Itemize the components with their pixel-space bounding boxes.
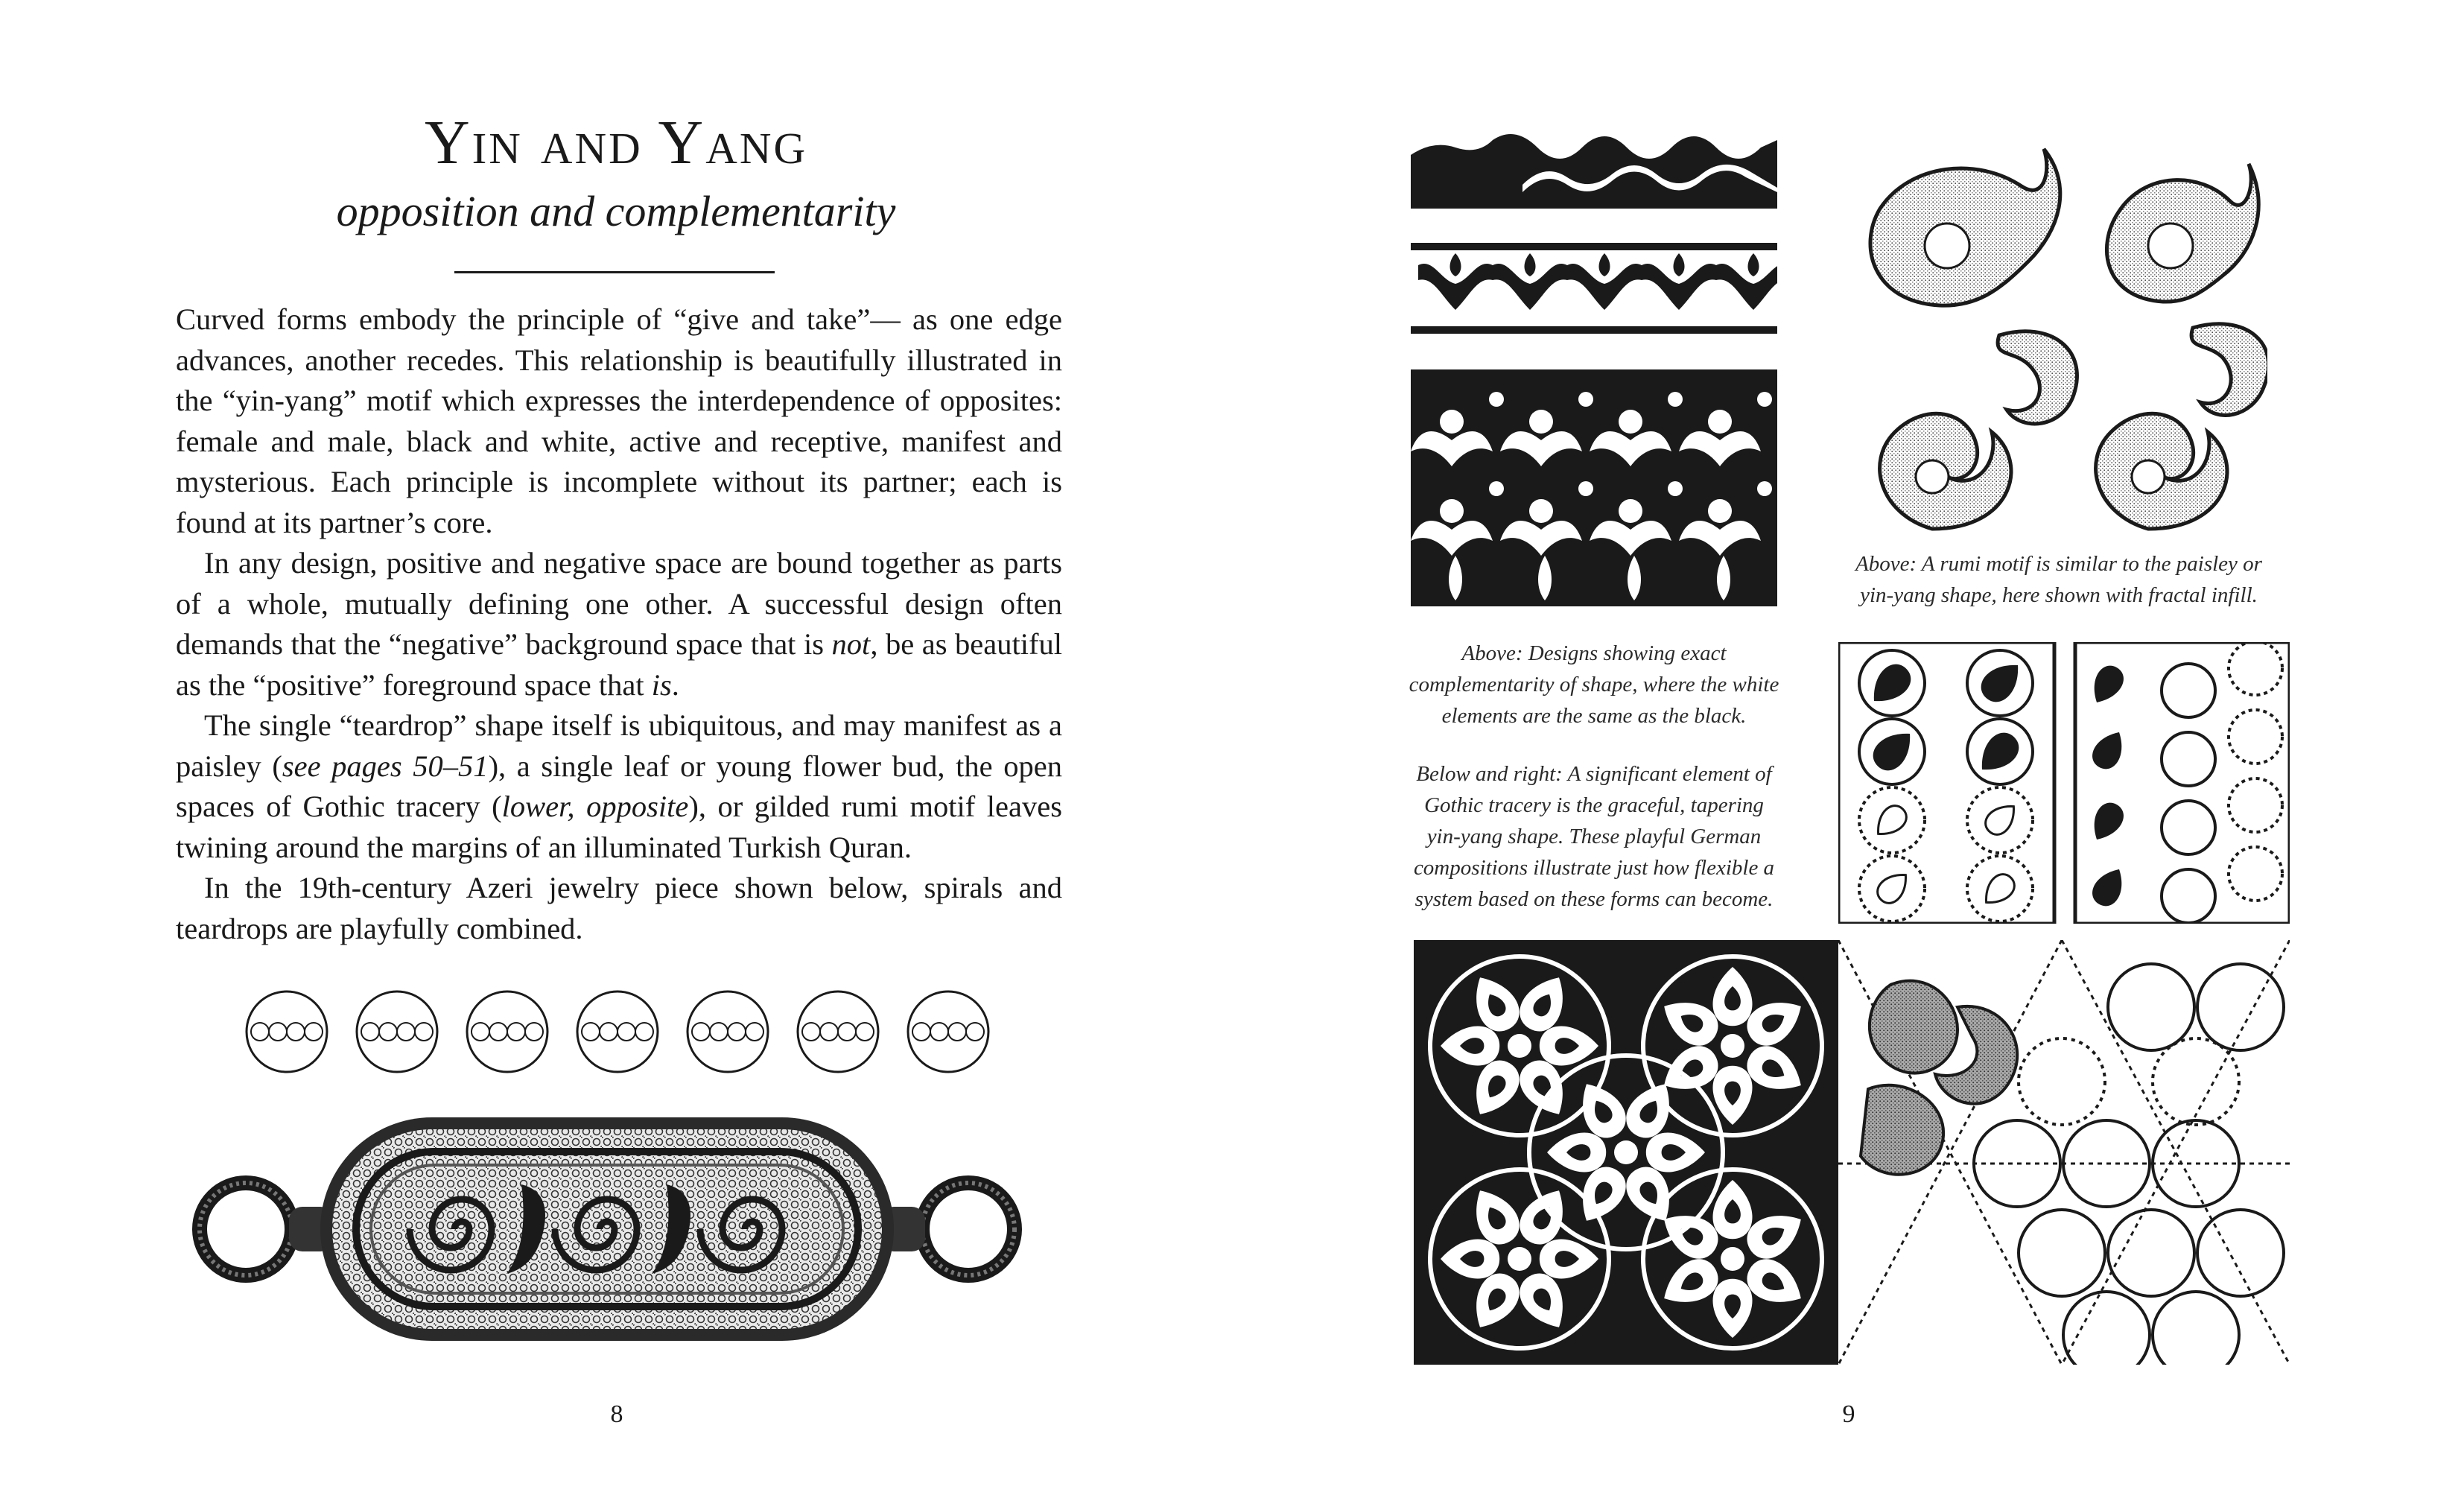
yin-yang-sequence-illustration <box>238 983 998 1080</box>
azeri-jewelry-piece-icon <box>164 1095 1058 1371</box>
lily-border-icon <box>1411 243 1777 334</box>
body-italic-run: see pages 50–51 <box>282 749 489 783</box>
body-run: Curved forms embody the principle of “give and take”— as one edge advances, another recedes. This relationship is beautifully illustrated in the “yin-yang” motif which expresses the interdependence of opposites: female and male, black and white, active and receptive, manifest and mysterious. Each principle is incomplete without its partner; each is found at its partner’s core. <box>176 302 1062 539</box>
body-italic-run: lower, opposite <box>501 790 689 823</box>
body-text <box>176 299 1062 949</box>
body-run: ), a single leaf or young flower bud, the open spaces of Gothic tracery ( <box>176 749 1062 823</box>
wave-border-illustration <box>1411 125 1777 209</box>
caption-designs: Above: Designs showing exact complementarity of shape, where the white elements are the same as the black. <box>1409 641 1779 728</box>
body-run: In any design, positive and negative space are bound together as parts of a whole, mutually defining one other. A successful design often demands that the “negative” background space that is <box>176 546 1062 661</box>
gothic-tracery-large-icon <box>1414 940 1838 1365</box>
gothic-tracery-icon <box>1838 642 2290 924</box>
rumi-paisley-icon <box>1850 142 2267 544</box>
yin-yang-sequence-icon <box>238 983 998 1080</box>
dotted-tracery-icon <box>1838 940 2290 1365</box>
page-number-left: 8 <box>610 1400 623 1428</box>
caption-tracery: Below and right: A significant element of Gothic tracery is the graceful, tapering yin-yang shape. These playful German compositions illustrate just how flexible a system based on these forms can become. <box>1413 762 1775 911</box>
body-paragraph <box>176 868 1062 949</box>
azeri-jewelry-illustration <box>164 1095 1058 1371</box>
body-italic-run: is <box>651 667 672 702</box>
body-run: The single “teardrop” shape itself is ubiquitous, and may manifest as a paisley ( <box>176 708 1062 783</box>
page-title: Yin and Yang <box>424 108 808 177</box>
body-run: ), or gilded rumi motif leaves twining around the margins of an illuminated Turkish Quran. <box>176 790 1062 864</box>
rumi-paisley-illustration <box>1850 142 2267 544</box>
body-italic-run: not <box>831 627 871 661</box>
lily-border-illustration <box>1411 243 1777 334</box>
body-paragraph <box>176 543 1062 705</box>
body-run: , be as beautiful as the “positive” foreground space that <box>176 627 1062 702</box>
fleur-lattice-illustration <box>1411 369 1777 606</box>
gothic-tracery-panels-illustration <box>1838 642 2290 924</box>
page-number-right: 9 <box>1842 1400 1855 1428</box>
body-paragraph <box>176 299 1062 543</box>
title-rule <box>454 271 775 273</box>
page-subtitle: opposition and complementarity <box>336 187 896 235</box>
caption-rumi: Above: A rumi motif is similar to the paisley or yin-yang shape, here shown with fractal infill. <box>1855 552 2262 607</box>
fleur-lattice-icon <box>1411 369 1777 606</box>
gothic-tracery-large-illustration <box>1414 940 1838 1365</box>
dotted-tracery-illustration <box>1838 940 2290 1365</box>
body-run: In the 19th-century Azeri jewelry piece shown below, spirals and teardrops are playfully combined. <box>176 871 1062 945</box>
body-paragraph <box>176 705 1062 868</box>
body-run: . <box>671 667 679 702</box>
wave-border-icon <box>1411 125 1777 209</box>
right-page <box>1232 0 2464 1501</box>
